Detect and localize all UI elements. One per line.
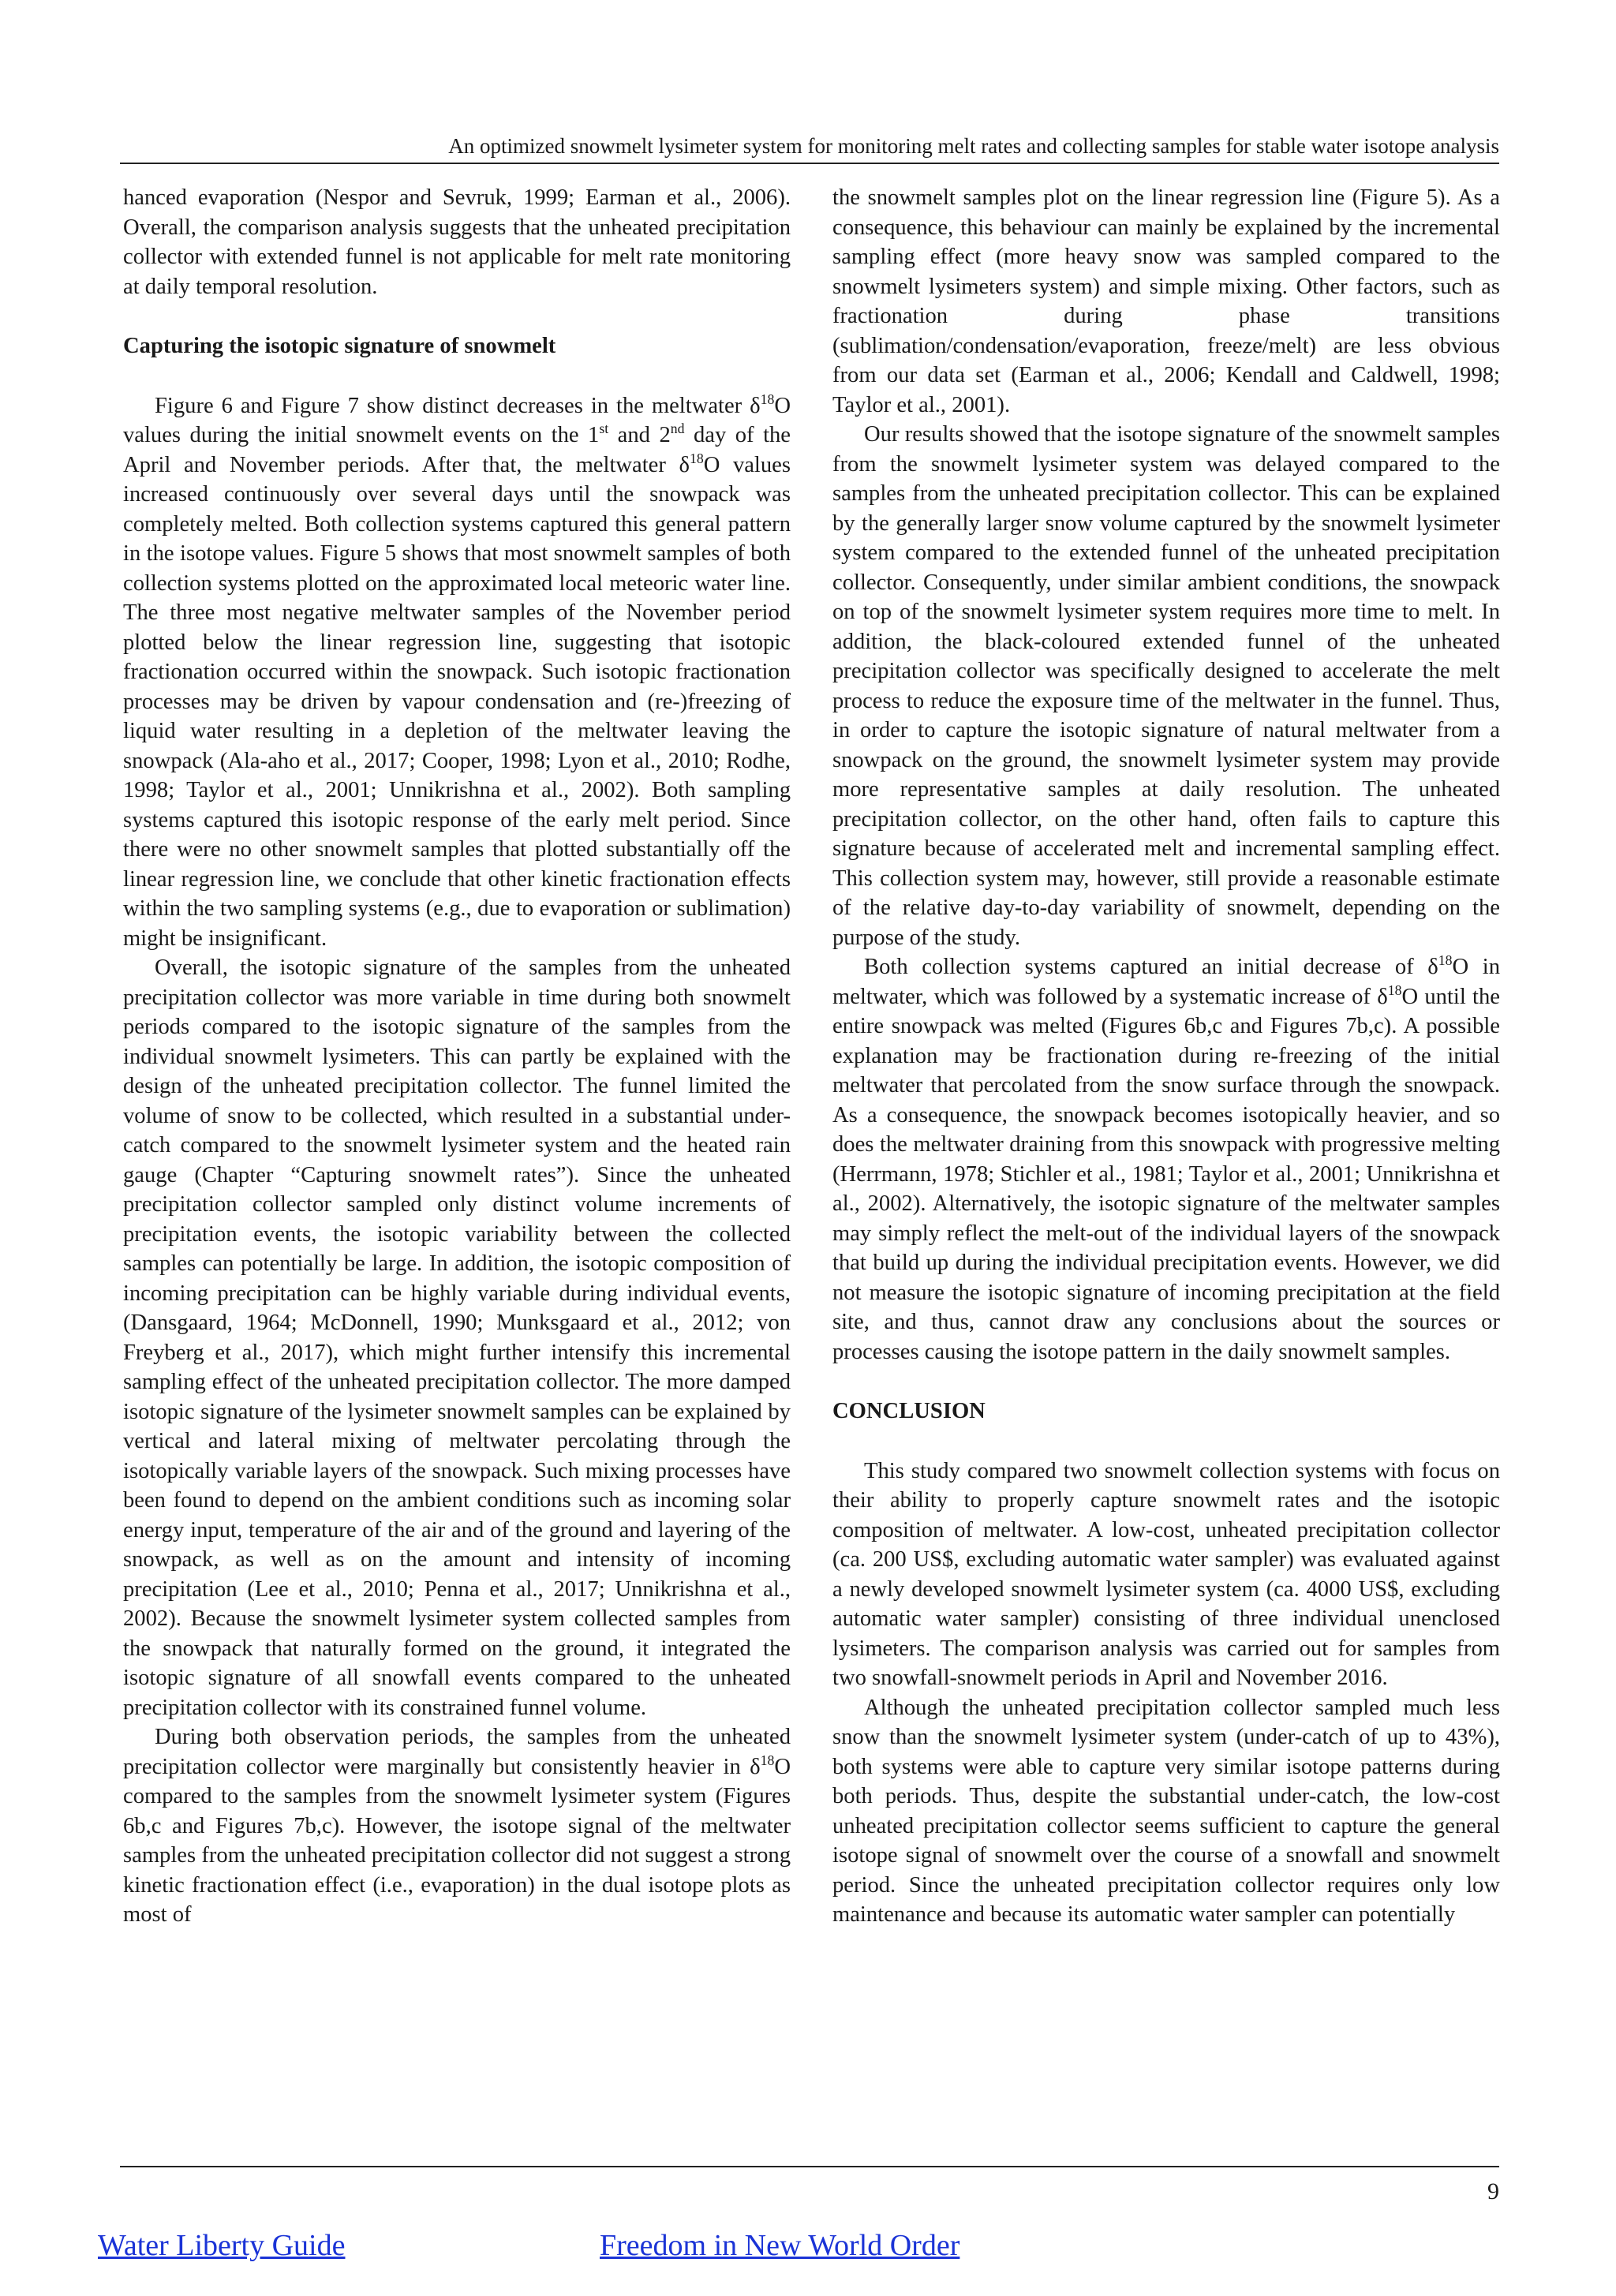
paragraph: Our results showed that the isotope signature of the snowmelt samples from the snowmelt lysimeter system was delayed compared to the samples from the unheated precipitation collector. This can be explained by the generally larger snow volume captured by the snowmelt lysimeter system compared to the extended funnel of the unheated precipitation collector. Consequently, under similar ambient conditions, the snowpack on top of the snowmelt lysimeter system requires more time to melt. In addition, the black-coloured extended funnel of the unheated precipitation collector was specifically designed to accelerate the melt process to reduce the exposure time of the meltwater in the funnel. Thus, in order to capture the isotopic signature of natural meltwater from a snowpack on the ground, the snowmelt lysimeter system may provide more representative samples at daily resolution. The unheated precipitation collector, on the other hand, often fails to capture this signature because of accelerated melt and incremental sampling effect. This collection system may, however, still provide a reasonable estimate of the relative day-to-day variability of snowmelt, depending on the purpose of the study. [832,422,1500,950]
water-liberty-guide-link[interactable]: Water Liberty Guide [98,2229,346,2262]
right-column [832,183,1500,1930]
running-title: An optimized snowmelt lysimeter system for monitoring melt rates and collecting samples for stable water isotope analysis [448,134,1499,158]
section-heading: CONCLUSION [832,1399,986,1423]
page-number: 9 [1487,2178,1499,2204]
paragraph: Figure 6 and Figure 7 show distinct decreases in the meltwater $\delta^{18}O$ values during the initial snowmelt events on the 1st and 2nd day of the April and November periods. After that, the meltwater $\delta^{18}O$ values increased continuously over several days until the snowpack was completely melted. Both collection systems captured this general pattern in the isotope values. Figure 5 shows that most snowmelt samples of both collection systems plotted on the approximated local meteoric water line. The three most negative meltwater samples of the November period plotted below the linear regression line, suggesting that isotopic fractionation occurred within the snowpack. Such isotopic fractionation processes may be driven by vapour condensation and (re-)freezing of liquid water resulting in a depletion of the meltwater leaving the snowpack (Ala-aho et al., 2017; Cooper, 1998; Lyon et al., 2010; Rodhe, 1998; Taylor et al., 2001; Unnikrishna et al., 2002). Both sampling systems captured this isotopic response of the early melt period. Since there were no other snowmelt samples that plotted substantially off the linear regression line, we conclude that other kinetic fractionation effects within the two sampling systems (e.g., due to evaporation or sublimation) might be insignificant. [123,391,791,951]
header-rule [120,163,1499,164]
left-column [123,183,791,1930]
paragraph: hanced evaporation (Nespor and Sevruk, 1999; Earman et al., 2006). Overall, the comparison analysis suggests that the unheated precipitation collector with extended funnel is not applicable for melt rate monitoring at daily temporal resolution. [123,185,791,299]
paragraph: Although the unheated precipitation collector sampled much less snow than the snowmelt lysimeter system (under-catch of up to 43%), both systems were able to capture very similar isotope patterns during both periods. Thus, despite the substantial under-catch, the low-cost unheated precipitation collector seems sufficient to capture the general isotope signal of snowmelt over the course of a snowfall and snowmelt period. Since the unheated precipitation collector requires only low maintenance and because its automatic water sampler can potentially [832,1695,1500,1927]
paragraph: This study compared two snowmelt collection systems with focus on their ability to properly capture snowmelt rates and the isotopic composition of meltwater. A low-cost, unheated precipitation collector (ca. 200 US$, excluding automatic water sampler) was evaluated against a newly developed snowmelt lysimeter system (ca. 4000 US$, excluding automatic water sampler) consisting of three individual unenclosed lysimeters. The comparison analysis was carried out for samples from two snowfall-snowmelt periods in April and November 2016. [832,1458,1500,1690]
section-heading: Capturing the isotopic signature of snowmelt [123,334,556,358]
paragraph: the snowmelt samples plot on the linear regression line (Figure 5). As a consequence, this behaviour can mainly be explained by the incremental sampling effect (more heavy snow was sampled compared to the snowmelt lysimeters system) and simple mixing. Other factors, such as fractionation during phase transitions (sublimation/condensation/evaporation, freeze/melt) are less obvious from our data set (Earman et al., 2006; Kendall and Caldwell, 1998; Taylor et al., 2001). [832,185,1500,417]
paragraph: During both observation periods, the samples from the unheated precipitation collector were marginally but consistently heavier in $\delta^{18}O$ compared to the samples from the snowmelt lysimeter system (Figures 6b,c and Figures 7b,c). However, the isotope signal of the meltwater samples from the unheated precipitation collector did not suggest a strong kinetic fractionation effect (i.e., evaporation) in the dual isotope plots as most of [123,1725,791,1927]
paragraph: Both collection systems captured an initial decrease of $\delta^{18}O$ in meltwater, which was followed by a systematic increase of $\delta^{18}O$ until the entire snowpack was melted (Figures 6b,c and Figures 7b,c). A possible explanation may be fractionation during re-freezing of the initial meltwater that percolated from the snow surface through the snowpack. As a consequence, the snowpack becomes isotopically heavier, and so does the meltwater draining from this snowpack with progressive melting (Herrmann, 1978; Stichler et al., 1981; Taylor et al., 2001; Unnikrishna et al., 2002). Alternatively, the isotopic signature of the meltwater samples may simply reflect the melt-out of the individual layers of the snowpack that build up during the individual precipitation events. However, we did not measure the isotopic signature of incoming precipitation at the field site, and thus, cannot draw any conclusions about the sources or processes causing the isotope pattern in the daily snowmelt samples. [832,952,1501,1364]
footer-rule [120,2166,1499,2167]
paragraph: Overall, the isotopic signature of the samples from the unheated precipitation collector was more variable in time during both snowmelt periods compared to the isotopic signature of the samples from the individual snowmelt lysimeters. This can partly be explained with the design of the unheated precipitation collector. The funnel limited the volume of snow to be collected, which resulted in a substantial under-catch compared to the snowmelt lysimeter system and the heated rain gauge (Chapter “Capturing snowmelt rates”). Since the unheated precipitation collector sampled only distinct volume increments of precipitation events, the isotopic variability between the collected samples can potentially be large. In addition, the isotopic composition of incoming precipitation can be highly variable during individual events, (Dansgaard, 1964; McDonnell, 1990; Munksgaard et al., 2012; von Freyberg et al., 2017), which might further intensify this incremental sampling effect of the unheated precipitation collector. The more damped isotopic signature of the lysimeter snowmelt samples can be explained by vertical and lateral mixing of meltwater percolating through the isotopically variable layers of the snowpack. Such mixing processes have been found to depend on the ambient conditions such as incoming solar energy input, temperature of the air and of the ground and layering of the snowpack, as well as on the amount and intensity of incoming precipitation (Lee et al., 2010; Penna et al., 2017; Unnikrishna et al., 2002). Because the snowmelt lysimeter system collected samples from the snowpack that naturally formed on the ground, it integrated the isotopic signature of all snowfall events compared to the unheated precipitation collector with its constrained funnel volume. [123,955,791,1720]
freedom-new-world-order-link[interactable]: Freedom in New World Order [600,2229,960,2262]
